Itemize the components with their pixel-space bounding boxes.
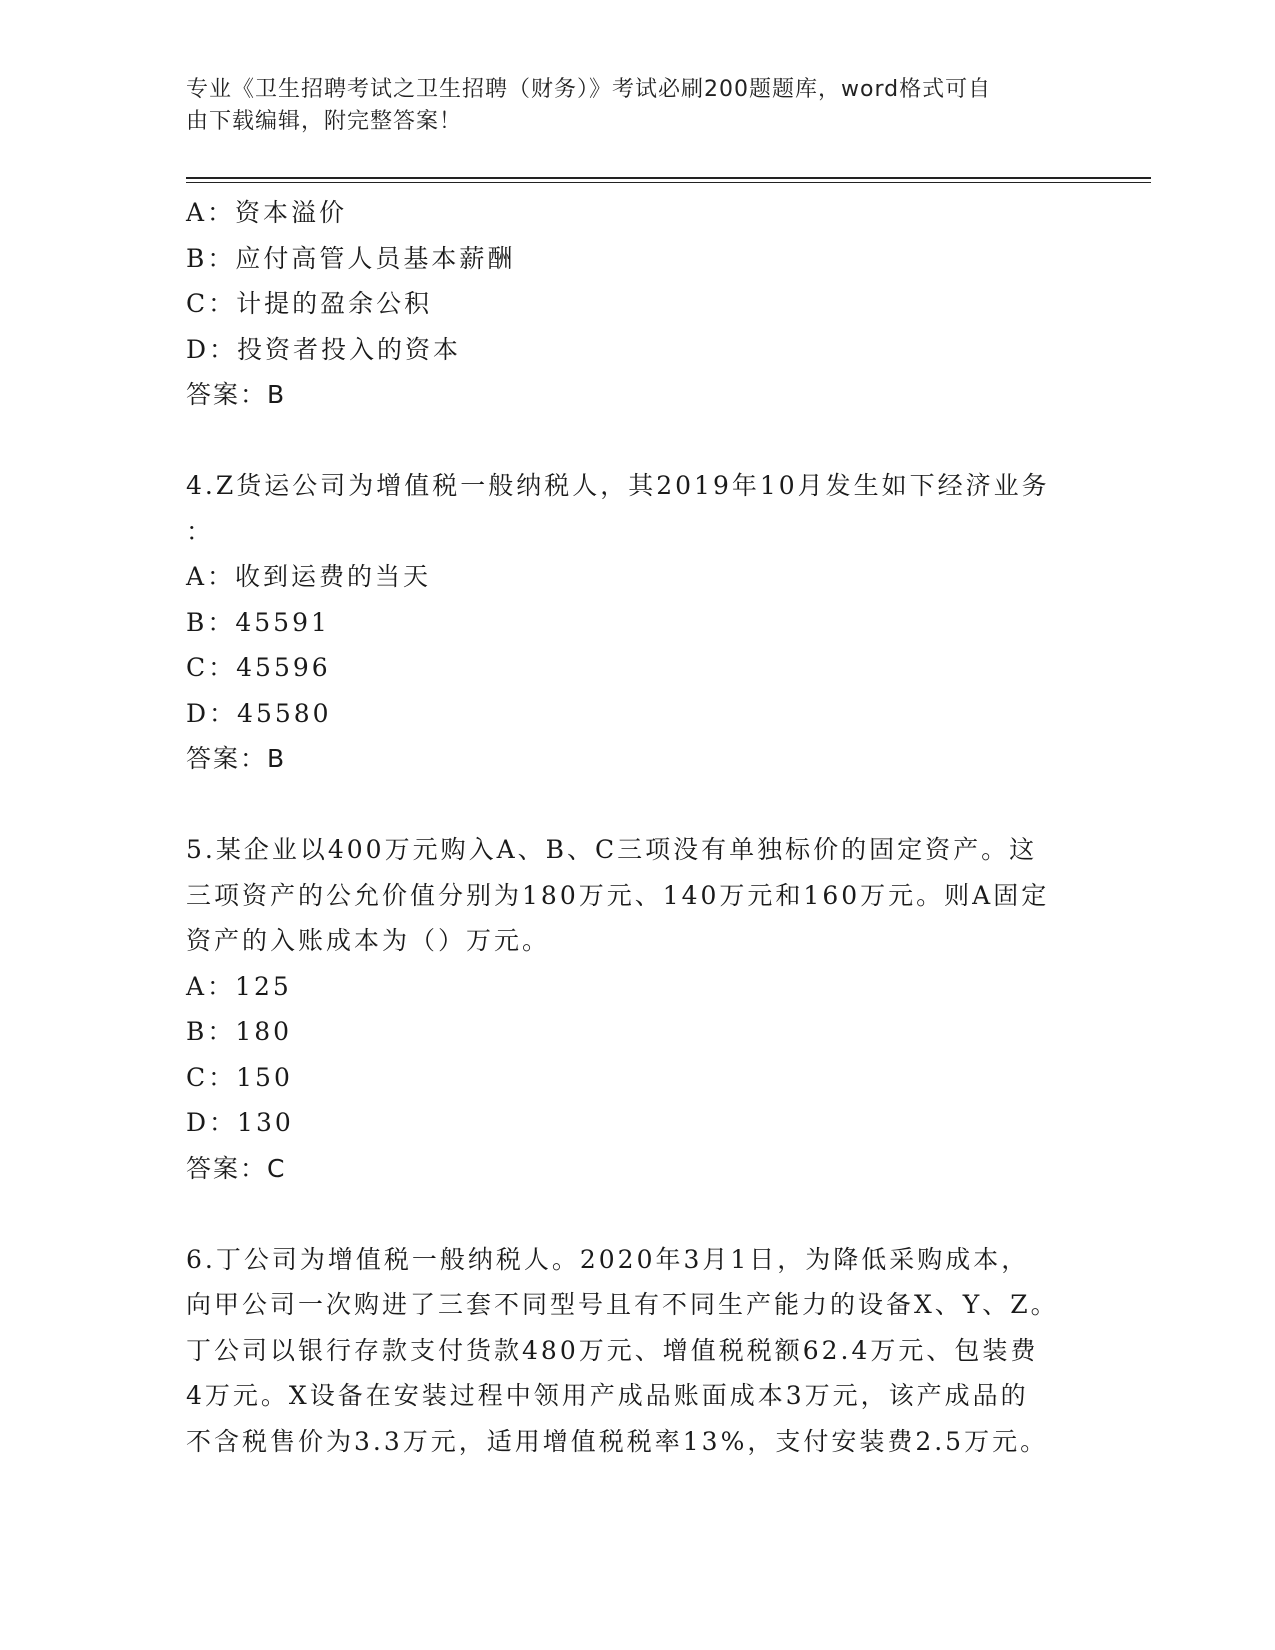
question-stem-line: 4.Z货运公司为增值税一般纳税人，其2019年10月发生如下经济业务 bbox=[186, 471, 1050, 500]
question-stem-line: 不含税售价为3.3万元，适用增值税税率13%，支付安装费2.5万元。 bbox=[186, 1426, 1049, 1456]
header-divider-thick bbox=[186, 177, 1151, 179]
option-b: B：180 bbox=[186, 1017, 293, 1046]
question-6 bbox=[186, 1237, 1086, 1465]
question-list bbox=[186, 190, 1086, 1464]
option-d: D：投资者投入的资本 bbox=[186, 334, 462, 364]
question-stem-line: 资产的入账成本为（）万元。 bbox=[186, 926, 551, 955]
option-a: A：资本溢价 bbox=[186, 198, 348, 227]
spacer bbox=[186, 418, 1086, 464]
answer-line: 答案：C bbox=[186, 1153, 287, 1183]
option-d: D：45580 bbox=[186, 698, 332, 728]
question-5 bbox=[186, 827, 1086, 1191]
header-title-line-1: 专业《卫生招聘考试之卫生招聘（财务）》考试必刷200题题库，word格式可自 bbox=[186, 77, 992, 102]
question-stem-line: 4万元。X设备在安装过程中领用产成品账面成本3万元，该产成品的 bbox=[186, 1381, 1029, 1410]
option-c: C：150 bbox=[186, 1062, 293, 1092]
answer-line: 答案：B bbox=[186, 744, 287, 773]
header-divider-thin bbox=[186, 182, 1151, 183]
option-c: C：计提的盈余公积 bbox=[186, 289, 433, 318]
answer-line: 答案：B bbox=[186, 380, 287, 409]
option-b: B：应付高管人员基本薪酬 bbox=[186, 243, 516, 273]
option-c: C：45596 bbox=[186, 653, 331, 682]
option-a: A：收到运费的当天 bbox=[186, 562, 432, 591]
question-stem-line: ： bbox=[186, 516, 215, 546]
question-4 bbox=[186, 463, 1086, 782]
question-3 bbox=[186, 190, 1086, 418]
question-stem-line: 6.丁公司为增值税一般纳税人。2020年3月1日，为降低采购成本， bbox=[186, 1244, 1030, 1274]
option-b: B：45591 bbox=[186, 607, 330, 637]
document-header bbox=[186, 74, 1066, 138]
spacer bbox=[186, 782, 1086, 828]
question-stem-line: 丁公司以银行存款支付货款480万元、增值税税额62.4万元、包装费 bbox=[186, 1335, 1039, 1365]
spacer bbox=[186, 1191, 1086, 1237]
option-a: A：125 bbox=[186, 971, 292, 1001]
option-d: D：130 bbox=[186, 1108, 294, 1137]
question-stem-line: 向甲公司一次购进了三套不同型号且有不同生产能力的设备X、Y、Z。 bbox=[186, 1290, 1059, 1319]
question-stem-line: 三项资产的公允价值分别为180万元、140万元和160万元。则A固定 bbox=[186, 880, 1050, 910]
header-title-line-2: 由下载编辑，附完整答案！ bbox=[186, 109, 463, 134]
question-stem-line: 5.某企业以400万元购入A、B、C三项没有单独标价的固定资产。这 bbox=[186, 835, 1038, 864]
